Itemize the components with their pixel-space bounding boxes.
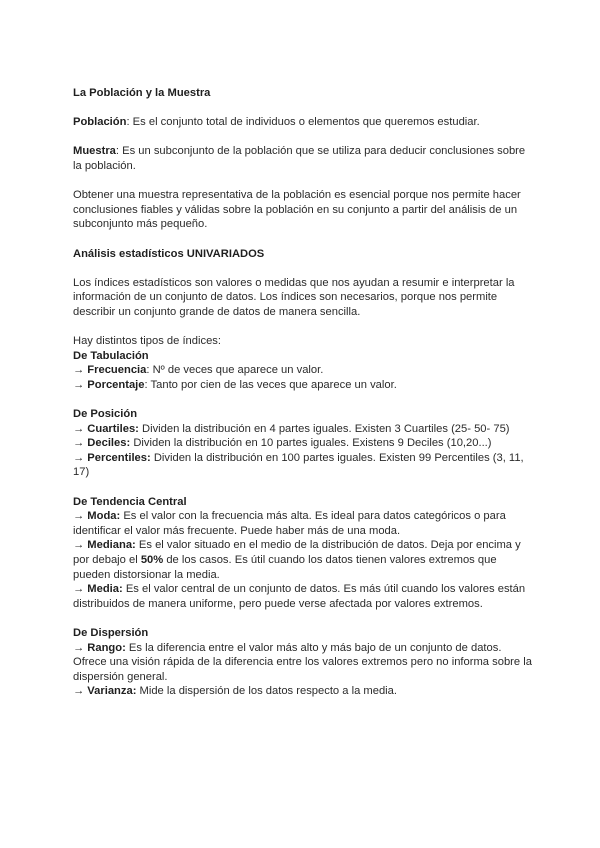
term-rango: Rango: — [87, 641, 126, 654]
paragraph-representativa: Obtener una muestra representativa de la población es esencial porque nos permite hacer conclusiones fiables y válidas sobre la población en su conjunto a partir del análisis de un subconjunto más pequeño. — [73, 189, 521, 231]
term-poblacion: Población — [73, 116, 127, 129]
term-percentiles: Percentiles: — [87, 451, 151, 464]
definition-poblacion — [73, 115, 533, 130]
heading-tendencia: De Tendencia Central — [73, 495, 187, 508]
section-title-analisis: Análisis estadísticos UNIVARIADOS — [73, 247, 265, 260]
definition-muestra — [73, 144, 533, 173]
item-deciles — [73, 436, 533, 451]
term-moda: Moda: — [87, 510, 121, 523]
heading-posicion: De Posición — [73, 408, 138, 421]
text-mediana: Es el valor situado en el medio de la distribución de datos. Deja por encima y por debajo el — [73, 539, 521, 566]
document-body — [73, 86, 533, 699]
text-moda: Es el valor con la frecuencia más alta. Es ideal para datos categóricos o para identificar el valor más frecuente. Puede haber más de una moda. — [73, 510, 506, 537]
text-deciles: Dividen la distribución en 10 partes iguales. Existens 9 Deciles (10,20...) — [130, 437, 492, 450]
item-media — [73, 582, 533, 611]
item-porcentaje — [73, 378, 533, 393]
document-title: La Población y la Muestra — [73, 87, 211, 99]
text-mediana-2: de los casos. Es útil cuando los datos tienen valores extremos que pueden distorsionar la media. — [73, 554, 497, 581]
text-varianza: Mide la dispersión de los datos respecto a la media. — [136, 685, 397, 698]
text-media: Es el valor central de un conjunto de datos. Es más útil cuando los valores están distribuidos de manera uniforme, pero puede verse afectada por valores extremos. — [73, 583, 526, 610]
term-muestra: Muestra — [73, 145, 116, 158]
arrow-icon: → — [73, 378, 85, 391]
arrow-icon: → — [73, 422, 85, 435]
item-rango — [73, 641, 533, 685]
arrow-icon: → — [73, 641, 85, 654]
paragraph-indices: Los índices estadísticos son valores o medidas que nos ayudan a resumir e interpretar la información de un conjunto de datos. Los índices son necesarios, porque nos permite describir un conjunto grande de datos de manera sencilla. — [73, 276, 515, 318]
term-cuartiles: Cuartiles: — [87, 422, 139, 435]
item-mediana — [73, 538, 533, 582]
heading-dispersion: De Dispersión — [73, 626, 149, 639]
value-50-percent: 50% — [140, 554, 164, 566]
text-percentiles: Dividen la distribución en 100 partes iguales. Existen 99 Percentiles (3, 11, 17) — [73, 451, 524, 479]
heading-tabulacion: De Tabulación — [73, 349, 149, 362]
text-frecuencia: : Nº de veces que aparece un valor. — [146, 364, 324, 377]
text-muestra: : Es un subconjunto de la población que se utiliza para deducir conclusiones sobre la población. — [73, 145, 526, 172]
arrow-icon: → — [73, 437, 85, 450]
text-cuartiles: Dividen la distribución en 4 partes iguales. Existen 3 Cuartiles (25- 50- 75) — [138, 422, 510, 435]
item-frecuencia — [73, 363, 533, 378]
term-media: Media: — [87, 583, 123, 596]
term-varianza: Varianza: — [87, 685, 137, 698]
text-poblacion: : Es el conjunto total de individuos o elementos que queremos estudiar. — [126, 116, 480, 129]
text-porcentaje: : Tanto por cien de las veces que aparece un valor. — [144, 378, 397, 391]
arrow-icon: → — [73, 583, 85, 596]
arrow-icon: → — [73, 364, 85, 377]
text-rango: Es la diferencia entre el valor más alto y más bajo de un conjunto de datos. Ofrece una visión rápida de la diferencia entre los valores extremos pero no informa sobre la dispersión general. — [73, 641, 532, 683]
term-mediana: Mediana: — [87, 539, 136, 552]
item-moda — [73, 509, 533, 538]
arrow-icon: → — [73, 451, 85, 464]
arrow-icon: → — [73, 685, 85, 698]
term-porcentaje: Porcentaje — [87, 378, 145, 391]
paragraph-tipos: Hay distintos tipos de índices: — [73, 335, 221, 348]
item-varianza — [73, 684, 533, 699]
term-frecuencia: Frecuencia — [87, 364, 147, 377]
arrow-icon: → — [73, 510, 85, 523]
arrow-icon: → — [73, 539, 85, 552]
item-percentiles — [73, 451, 533, 480]
term-deciles: Deciles: — [87, 437, 131, 450]
item-cuartiles — [73, 422, 533, 437]
